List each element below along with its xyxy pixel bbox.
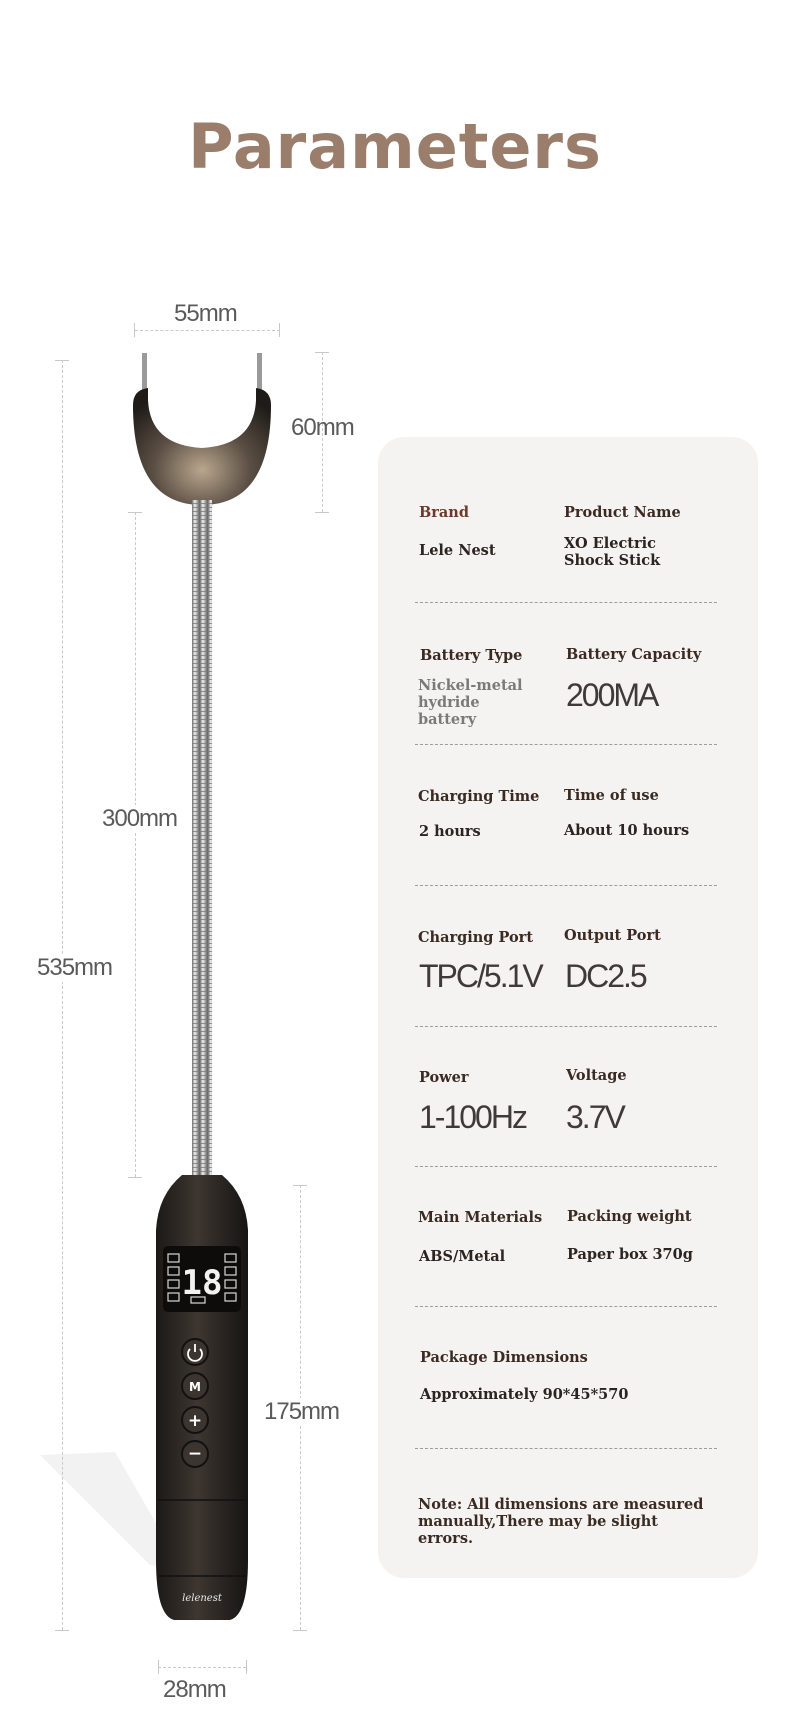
handle-width-line bbox=[158, 1667, 246, 1668]
svg-text:−: − bbox=[187, 1444, 203, 1464]
spec-label-main-materials: Main Materials bbox=[418, 1209, 543, 1226]
spec-value-time-of-use: About 10 hours bbox=[564, 822, 690, 839]
spec-value-battery-type-line2: hydride bbox=[418, 694, 480, 711]
spec-label-voltage: Voltage bbox=[566, 1067, 627, 1084]
coil-shaft bbox=[192, 500, 212, 1180]
spec-value-charging-port: TPC/5.1V bbox=[419, 958, 542, 994]
divider bbox=[415, 1026, 717, 1027]
divider bbox=[415, 602, 717, 603]
divider bbox=[415, 1166, 717, 1167]
total-length-line bbox=[62, 360, 63, 1630]
spec-label-charging-time: Charging Time bbox=[418, 788, 540, 805]
spec-label-brand: Brand bbox=[419, 504, 469, 521]
spec-value-output-port: DC2.5 bbox=[565, 958, 646, 994]
handle-length-label: 175mm bbox=[264, 1398, 340, 1425]
divider bbox=[415, 744, 717, 745]
svg-text:+: + bbox=[187, 1411, 203, 1431]
spec-value-battery-type-line1: Nickel-metal bbox=[418, 677, 523, 694]
u-head bbox=[133, 388, 271, 505]
shaft-length-label: 300mm bbox=[102, 805, 178, 832]
spec-label-battery-capacity: Battery Capacity bbox=[566, 646, 702, 663]
head-height-label: 60mm bbox=[291, 414, 354, 441]
spec-label-charging-port: Charging Port bbox=[418, 929, 534, 946]
spec-value-voltage: 3.7V bbox=[566, 1099, 624, 1135]
display-digits: 18 bbox=[181, 1263, 223, 1303]
spec-value-power: 1-100Hz bbox=[419, 1099, 526, 1135]
brand-logo: lelenest bbox=[182, 1593, 222, 1604]
spec-value-battery-capacity: 200MA bbox=[566, 677, 658, 713]
spec-label-battery-type: Battery Type bbox=[420, 647, 523, 664]
width-top-label: 55mm bbox=[174, 300, 237, 327]
spec-label-packing-weight: Packing weight bbox=[567, 1208, 692, 1225]
note-line-2: manually,There may be slight errors. bbox=[418, 1513, 658, 1547]
spec-label-time-of-use: Time of use bbox=[564, 787, 659, 804]
divider bbox=[415, 1448, 717, 1449]
spec-value-product-name-line2: Shock Stick bbox=[564, 552, 661, 569]
left-electrode bbox=[142, 353, 147, 393]
spec-label-product-name: Product Name bbox=[564, 504, 681, 521]
spec-value-packing-weight: Paper box 370g bbox=[567, 1246, 693, 1263]
note-line-1: Note: All dimensions are measured bbox=[418, 1496, 704, 1513]
spec-card bbox=[378, 437, 758, 1578]
spec-value-charging-time: 2 hours bbox=[419, 823, 481, 840]
right-electrode bbox=[257, 353, 262, 393]
svg-text:M: M bbox=[189, 1380, 201, 1394]
shaft-length-line bbox=[135, 512, 136, 1177]
measurement-note bbox=[418, 1496, 718, 1547]
spec-label-package-dimensions: Package Dimensions bbox=[420, 1349, 588, 1366]
spec-value-main-materials: ABS/Metal bbox=[419, 1248, 506, 1265]
spec-label-power: Power bbox=[419, 1069, 469, 1086]
divider bbox=[415, 885, 717, 886]
total-length-label: 535mm bbox=[37, 954, 113, 981]
width-top-line bbox=[135, 330, 280, 331]
spec-value-package-dimensions: Approximately 90*45*570 bbox=[420, 1386, 629, 1403]
spec-value-battery-type-line3: battery bbox=[418, 711, 477, 728]
spec-label-output-port: Output Port bbox=[564, 927, 661, 944]
spec-value-product-name-line1: XO Electric bbox=[564, 535, 656, 552]
product-shadow bbox=[40, 1452, 175, 1570]
page-title: Parameters bbox=[188, 110, 602, 183]
divider bbox=[415, 1306, 717, 1307]
spec-value-brand: Lele Nest bbox=[419, 542, 496, 559]
handle-width-label: 28mm bbox=[163, 1676, 226, 1703]
